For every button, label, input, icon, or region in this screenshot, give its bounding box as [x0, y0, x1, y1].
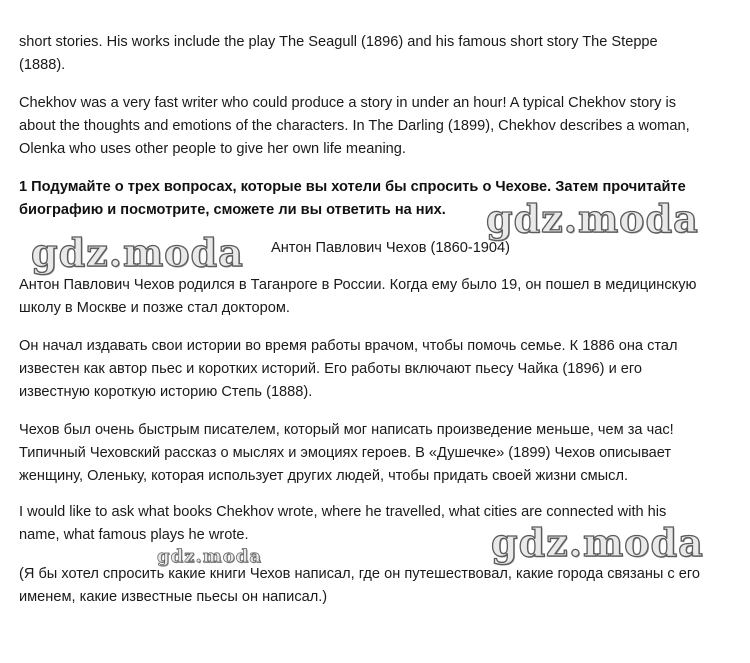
- text-line: известен как автор пьес и коротких историй. Его работы включают пьесу Чайка (1896) и его: [19, 361, 643, 377]
- paragraph-en-works: [19, 31, 731, 77]
- text-line: Антон Павлович Чехов родился в Таганроге в России. Когда ему было 19, он пошел в медицинскую: [19, 277, 697, 293]
- paragraph-ru-birth: [19, 274, 731, 320]
- task-instruction: [19, 176, 731, 222]
- paragraph-ru-writer: [19, 419, 731, 488]
- text-line: 1 Подумайте о трех вопросах, которые вы хотели бы спросить о Чехове. Затем прочитайте: [19, 179, 686, 195]
- text-line: именем, какие известные пьесы он написал.): [19, 589, 328, 605]
- watermark: gdz.moda: [486, 196, 699, 241]
- biography-title: Антон Павлович Чехов (1860-1904): [271, 240, 511, 256]
- answer-paragraph: [19, 501, 731, 547]
- text-line: женщину, Оленьку, которая использует других людей, чтобы придать своей жизни смысл.: [19, 468, 629, 484]
- text-line: биографию и посмотрите, сможете ли вы ответить на них.: [19, 202, 446, 218]
- text-line: (Я бы хотел спросить какие книги Чехов написал, где он путешествовал, какие города связаны с его: [19, 566, 701, 582]
- watermark: gdz.moda: [491, 520, 704, 565]
- watermark: gdz.moda: [31, 230, 244, 275]
- text-line: Типичный Чеховский рассказ о мыслях и эмоциях героев. В «Душечке» (1899) Чехов описывает: [19, 445, 672, 461]
- text-line: Чехов был очень быстрым писателем, который мог написать произведение меньше, чем за час!: [19, 422, 674, 438]
- text-line: Olenka who uses other people to give her own life meaning.: [19, 141, 406, 157]
- text-line: (1888).: [19, 57, 66, 73]
- text-line: Он начал издавать свои истории во время работы врачом, чтобы помочь семье. К 1886 она стал: [19, 338, 678, 354]
- text-line: short stories. His works include the play The Seagull (1896) and his famous short story The Steppe: [19, 34, 658, 50]
- text-line: школу в Москве и позже стал доктором.: [19, 300, 290, 316]
- text-line: известную короткую историю Степь (1888).: [19, 384, 313, 400]
- text-line: I would like to ask what books Chekhov wrote, where he travelled, what cities are connected with his: [19, 504, 667, 520]
- text-line: name, what famous plays he wrote.: [19, 527, 249, 543]
- translation-paragraph: [19, 563, 731, 609]
- watermark: gdz.moda: [157, 546, 262, 567]
- paragraph-ru-works: [19, 335, 731, 404]
- text-line: Chekhov was a very fast writer who could produce a story in under an hour! A typical Chekhov story is: [19, 95, 677, 111]
- paragraph-en-writer: [19, 92, 731, 161]
- text-line: about the thoughts and emotions of the characters. In The Darling (1899), Chekhov describes a woman,: [19, 118, 690, 134]
